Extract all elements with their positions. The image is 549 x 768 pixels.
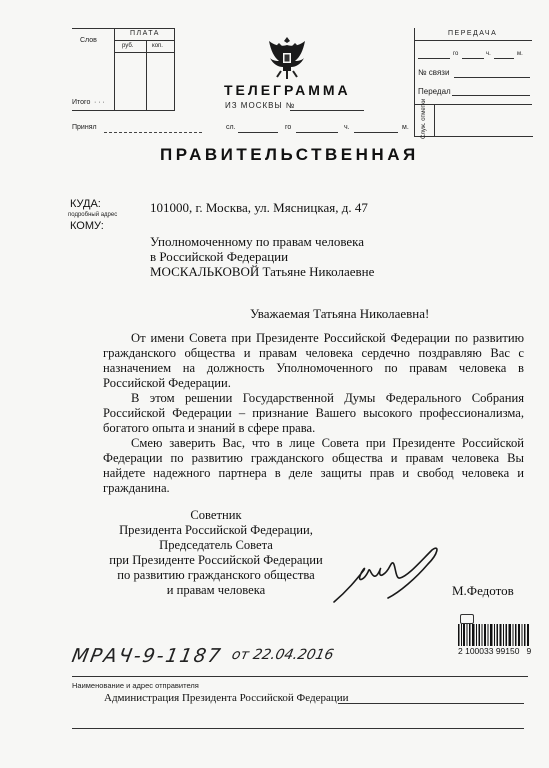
pr-m: м. bbox=[517, 51, 523, 57]
kuda-sub-label: подробный адрес bbox=[68, 212, 118, 218]
handwritten-date: от 22.04.2016 bbox=[230, 647, 336, 663]
signer-title-4: при Президенте Российской Федерации bbox=[109, 553, 323, 567]
handwritten-reg-number: МРАЧ-9-1187 bbox=[70, 645, 224, 667]
recipient-line-3: МОСКАЛЬКОВОЙ Татьяне Николаевне bbox=[150, 264, 375, 279]
sluzh-label: Служ. отметки bbox=[421, 98, 427, 139]
sender-value: Администрация Президента Российской Федерации bbox=[104, 692, 349, 704]
go-label: го bbox=[285, 124, 292, 131]
signer-name: М.Федотов bbox=[452, 583, 514, 598]
itogo-dots: · · · bbox=[94, 99, 105, 106]
peredacha-title: ПЕРЕДАЧА bbox=[448, 30, 498, 37]
komu-label: КОМУ: bbox=[70, 220, 104, 232]
kuda-value: 101000, г. Москва, ул. Мясницкая, д. 47 bbox=[150, 200, 368, 215]
rub-label: руб. bbox=[122, 43, 134, 49]
paragraph-3: Смею заверить Вас, что в лице Совета при Президенте Российской Федерации по развитию гражданского общества и правам человека Вы найдете надежного партнера в деле защиты прав и свобод человека и гражданина. bbox=[103, 436, 524, 495]
barcode bbox=[458, 624, 530, 646]
ch-label: ч. bbox=[344, 124, 350, 131]
transmission-box bbox=[414, 28, 533, 137]
kuda-label: КУДА: bbox=[70, 198, 101, 210]
signer-title-1: Советник bbox=[190, 508, 242, 522]
sl-label: сл. bbox=[226, 124, 236, 131]
sender-label: Наименование и адрес отправителя bbox=[72, 681, 199, 690]
salutation: Уважаемая Татьяна Николаевна! bbox=[250, 306, 430, 321]
plata-title: ПЛАТА bbox=[130, 30, 160, 37]
letter-body bbox=[103, 331, 524, 496]
barcode-logo-icon bbox=[460, 614, 474, 624]
pr-ch: ч. bbox=[486, 51, 491, 57]
paragraph-1: От имени Совета при Президенте Российской Федерации по развитию гражданского общества и правам человека сердечно поздравляю Вас с назначением на должность Уполномоченного по правам человека в Российской Федерации. bbox=[103, 331, 524, 390]
telegram-category: ПРАВИТЕЛЬСТВЕННАЯ bbox=[160, 145, 419, 164]
m-label: м. bbox=[402, 124, 409, 131]
paragraph-2: В этом решении Государственной Думы Федерального Собрания Российской Федерации – признание Вашего высокого профессионализма, богатого опыта и знаний в сфере права. bbox=[103, 391, 524, 435]
recipient-block bbox=[150, 234, 374, 279]
signer-title-3: Председатель Совета bbox=[159, 538, 273, 552]
recipient-line-1: Уполномоченному по правам человека bbox=[150, 234, 365, 249]
itogo-label: Итого bbox=[72, 99, 91, 106]
from-line-label: ИЗ МОСКВЫ № bbox=[225, 101, 296, 110]
svyazi-label: № связи bbox=[418, 68, 450, 77]
barcode-number: 2 100033 99150 9 bbox=[458, 646, 532, 656]
signer-title-6: и правам человека bbox=[166, 583, 266, 597]
recipient-line-2: в Российской Федерации bbox=[150, 249, 289, 264]
pr-go: го bbox=[453, 51, 459, 57]
handwritten-signature bbox=[330, 540, 450, 610]
signature-block bbox=[96, 508, 336, 598]
peredal-label: Передал bbox=[418, 87, 451, 96]
coat-of-arms-icon bbox=[266, 33, 308, 81]
prinyal-label: Принял bbox=[72, 124, 97, 131]
signer-title-2: Президента Российской Федерации, bbox=[119, 523, 313, 537]
slov-label: Слов bbox=[80, 37, 97, 44]
signer-title-5: по развитию гражданского общества bbox=[117, 568, 315, 582]
kop-label: коп. bbox=[152, 43, 163, 49]
telegram-title: ТЕЛЕГРАММА bbox=[224, 82, 351, 98]
